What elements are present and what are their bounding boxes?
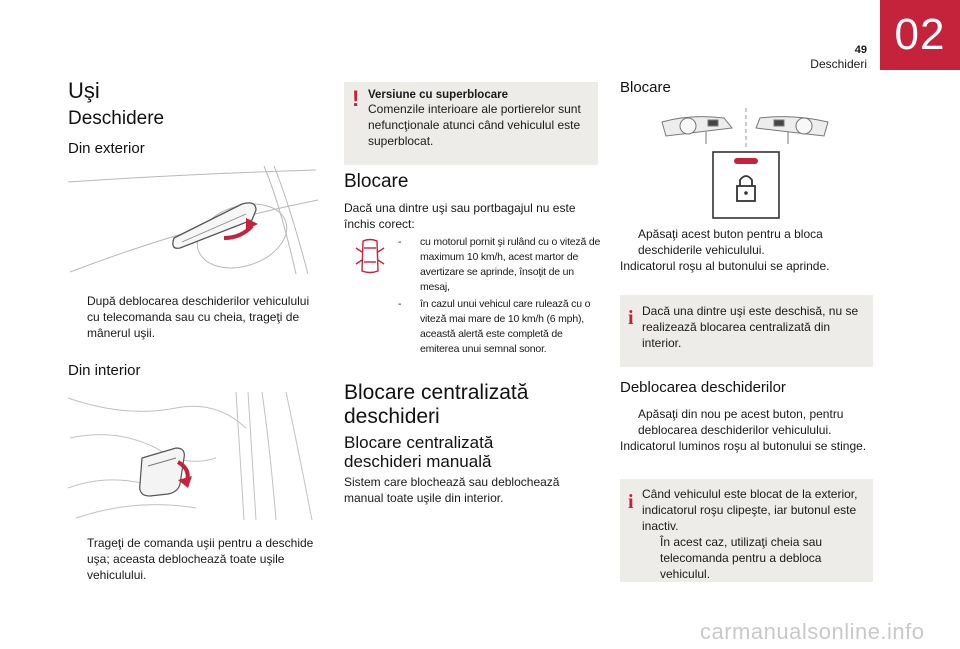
heading-blocare-manuala: Blocare centralizată deschideri manuală <box>344 433 494 471</box>
lock-item-1-marker: - <box>398 236 402 248</box>
unlock-button-instruction: Apăsaţi din nou pe acest buton, pentru deblocarea deschiderilor vehiculului. <box>638 407 844 437</box>
section-title-usi: Uşi <box>68 78 100 103</box>
info-bullet-text: În acest caz, utilizaţi cheia sau telecomanda pentru a debloca vehiculul. <box>660 535 823 581</box>
heading-din-interior: Din interior <box>68 362 141 379</box>
chapter-tab: 02 <box>880 0 960 70</box>
lock-item-1: cu motorul pornit şi rulând cu o viteză de maximum 10 km/h, acest martor de avertizare se aprinde, însoţit de un mesaj, <box>420 236 601 293</box>
interior-door-handle-illustration <box>66 388 322 524</box>
watermark: carmanualsonline.info <box>700 619 925 644</box>
lock-button-instruction: Apăsaţi acest buton pentru a bloca deschiderile vehiculului. <box>638 227 823 257</box>
central-lock-button-illustration <box>660 106 832 222</box>
heading-din-exterior: Din exterior <box>68 140 145 157</box>
lock-item-2: în cazul unui vehicul care rulează cu o viteză mai mare de 10 km/h (6 mph), această alertă este completă de emiterea unui semnal sonor. <box>420 298 591 355</box>
manual-lock-text: Sistem care blochează sau deblochează manual toate uşile din interior. <box>344 475 560 505</box>
lock-indicator-text: Indicatorul roşu al butonului se aprinde. <box>620 259 830 273</box>
blocare-intro: Dacă una dintre uşi sau portbagajul nu este închis corect: <box>344 201 576 231</box>
exterior-door-handle-illustration <box>66 164 322 276</box>
info-text-1: Dacă una dintre uşi este deschisă, nu se realizează blocarea centralizată din interior. <box>642 304 859 350</box>
heading-deschidere: Deschidere <box>68 108 165 129</box>
exterior-instruction: După deblocarea deschiderilor vehiculului cu telecomanda sau cu cheia, trageţi de mânerul uşii. <box>87 294 310 340</box>
warning-title: Versiune cu superblocare <box>368 89 508 101</box>
info-text-2: Când vehiculul este blocat de la exterior, indicatorul roşu clipeşte, iar butonul este inactiv. <box>642 487 858 533</box>
page-number: 49 <box>854 44 867 56</box>
unlock-indicator-text: Indicatorul luminos roşu al butonului se stinge. <box>620 439 867 453</box>
heading-deblocare: Deblocarea deschiderilor <box>620 379 786 396</box>
interior-instruction: Trageţi de comanda uşii pentru a deschide uşa; aceasta deblochează toate uşile vehiculului. <box>87 536 314 582</box>
section-title: Deschideri <box>810 57 867 71</box>
info-icon-1: i <box>628 307 634 329</box>
heading-blocare-centralizata: Blocare centralizată deschideri <box>344 381 529 428</box>
door-open-warning-icon <box>354 238 386 274</box>
info-icon-2: i <box>628 491 634 513</box>
lock-item-2-marker: - <box>398 298 402 310</box>
heading-blocare-col2: Blocare <box>344 171 409 192</box>
warning-icon: ! <box>352 86 360 111</box>
heading-blocare-col3: Blocare <box>620 79 671 96</box>
warning-text: Comenzile interioare ale portierelor sunt nefuncţionale atunci când vehiculul este superblocat. <box>368 102 581 148</box>
